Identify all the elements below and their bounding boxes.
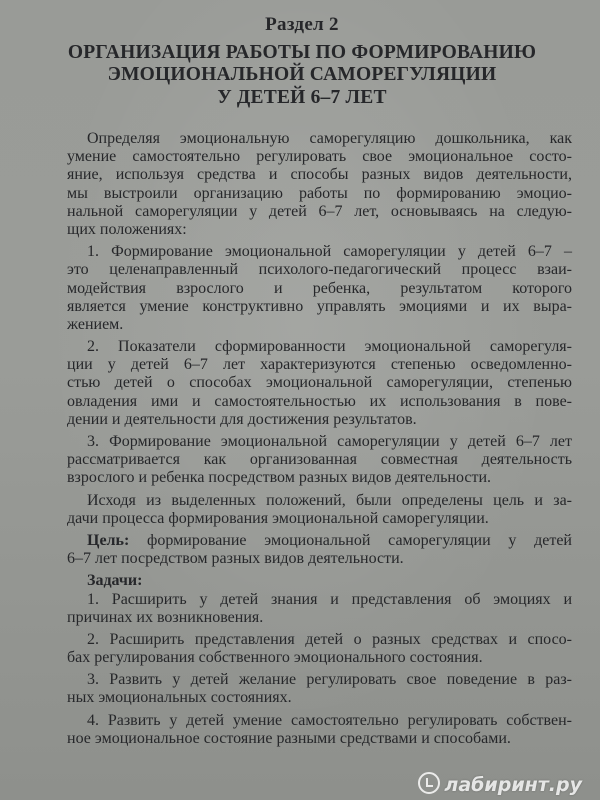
goal-line (67, 532, 572, 550)
text-line: жением. (67, 315, 124, 333)
text-line: ное эмоциональное состояние разными средствами и способами. (67, 729, 511, 747)
chapter-title-line-1: ОРГАНИЗАЦИЯ РАБОТЫ ПО ФОРМИРОВАНИЮ (67, 42, 537, 63)
paragraph-item-2 (67, 338, 572, 429)
book-page (22, 0, 582, 800)
text-line: умение самостоятельно регулировать свое эмоциональное состо- (67, 148, 572, 166)
text-line: 2. Показатели сформированности эмоциональной саморегуля- (87, 338, 572, 356)
goal-block (67, 532, 572, 568)
text-line: Определяя эмоциональную саморегуляцию дошкольника, как (87, 130, 572, 147)
text-line: модействия взрослого и ребенка, результатом которого (67, 279, 572, 297)
text-line: нальной саморегуляции у детей 6–7 лет, основываясь на следую- (67, 202, 572, 220)
goal-text: формирование эмоциональной саморегуляции у детей (129, 531, 572, 549)
watermark-text: лабиринт.ру (444, 774, 582, 796)
text-line: щих положениях: (67, 220, 187, 238)
tasks-heading: Задачи: (87, 572, 143, 590)
text-line: дении и деятельности для достижения результатов. (67, 410, 417, 428)
paragraph-item-3 (67, 433, 572, 488)
text-line: 1. Расширить у детей знания и представления об эмоциях и (87, 590, 572, 608)
text-line: овладения ими и самостоятельностью их использования в пове- (67, 392, 572, 410)
task-item-1 (67, 591, 572, 627)
text-line: причинах их возникновения. (67, 608, 264, 626)
text-line: 3. Развить у детей желание регулировать свое поведение в раз- (87, 671, 572, 689)
text-line: это целенаправленный психолого-педагогический процесс взаи- (67, 261, 572, 279)
text-line: является умение конструктивно управлять эмоциями и их выра- (67, 297, 572, 315)
section-label: Раздел 2 (265, 14, 339, 35)
text-line: 1. Формирование эмоциональной саморегуляции у детей 6–7 – (87, 243, 572, 261)
paragraph-item-1 (67, 243, 572, 334)
tasks-heading-block (67, 572, 572, 590)
text-line: 6–7 лет посредством разных видов деятельности. (67, 550, 404, 568)
text-line: бах регулирования собственного эмоционального состояния. (67, 649, 483, 667)
labirint-logo-icon (418, 772, 440, 794)
task-item-4 (67, 712, 572, 748)
text-line: дачи процесса формирования эмоциональной саморегуляции. (67, 509, 489, 527)
paragraph-intro (67, 130, 572, 239)
text-line: стью детей о способах эмоциональной саморегуляции, степенью (67, 374, 572, 392)
text-line: рассматривается как организованная совместная деятельность (67, 451, 572, 469)
text-line: ции у детей 6–7 лет характеризуются степенью осведомленно- (67, 356, 572, 374)
chapter-title-line-3: У ДЕТЕЙ 6–7 ЛЕТ (217, 87, 387, 108)
text-line: ных эмоциональных состояниях. (67, 689, 292, 707)
task-item-3 (67, 671, 572, 707)
chapter-title-line-2: ЭМОЦИОНАЛЬНОЙ САМОРЕГУЛЯЦИИ (107, 64, 497, 85)
text-line: 3. Формирование эмоциональной саморегуляции у детей 6–7 лет (87, 433, 572, 450)
paragraph-conclusion (67, 492, 572, 528)
goal-label: Цель: (87, 531, 130, 549)
watermark (418, 772, 582, 796)
text-line: 2. Расширить представления детей о разных средствах и спосо- (87, 630, 572, 648)
text-line: Исходя из выделенных положений, были определены цель и за- (87, 491, 572, 509)
text-line: яние, используя средства и способы разных видов деятельности, (67, 166, 572, 184)
text-line: 4. Развить у детей умение самостоятельно регулировать собствен- (87, 711, 572, 729)
text-line: мы выстроили организацию работы по формированию эмоцио- (67, 184, 572, 202)
task-item-2 (67, 631, 572, 667)
body-text (67, 130, 572, 748)
text-line: взрослого и ребенка посредством разных видов деятельности. (67, 469, 492, 487)
